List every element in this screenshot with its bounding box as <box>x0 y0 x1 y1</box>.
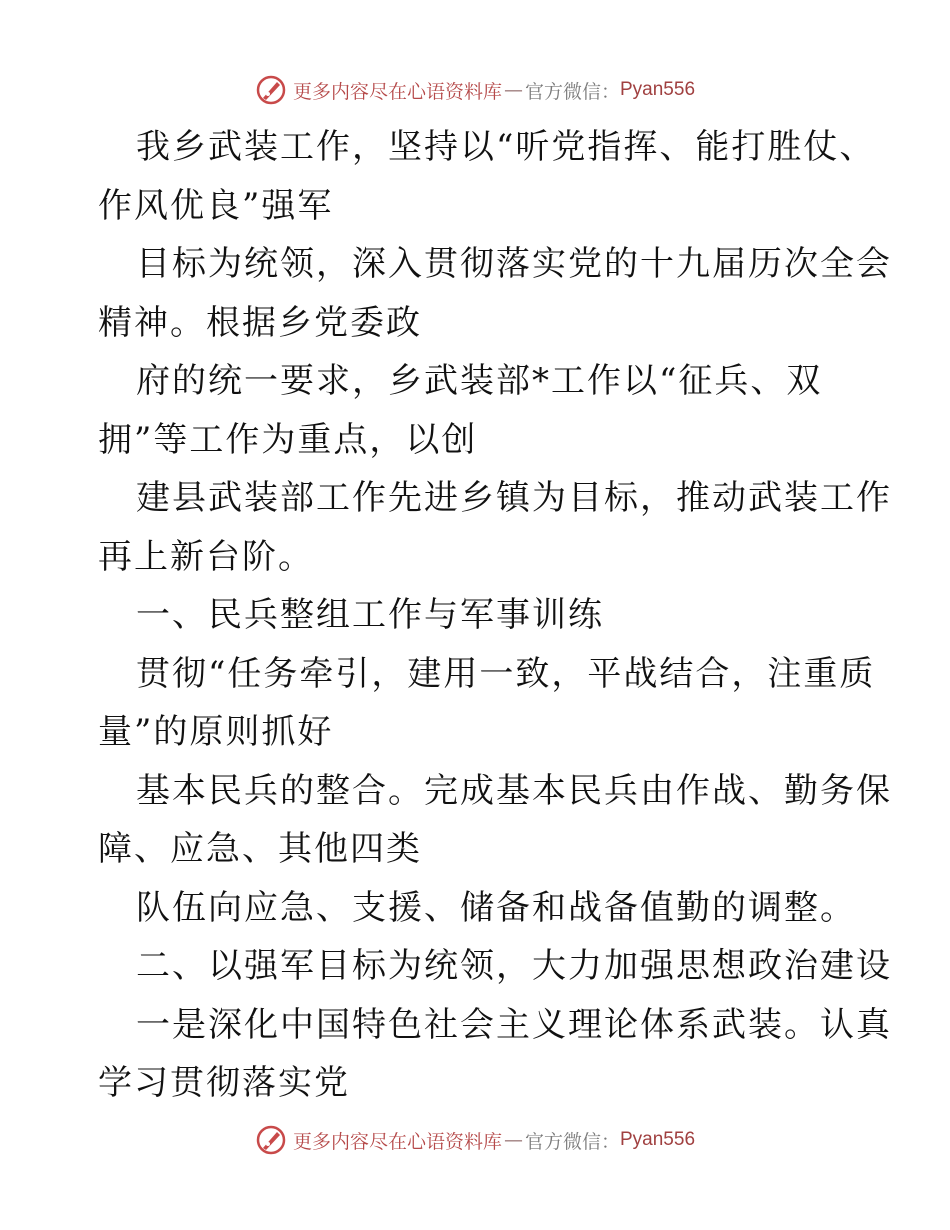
paragraph-line: 一是深化中国特色社会主义理论体系武装。认真 <box>136 1004 892 1045</box>
section-heading <box>98 586 858 645</box>
paragraph-line: 建县武装部工作先进乡镇为目标，推动武装工作 <box>136 478 892 518</box>
banner-wechat-handle: Pyan556 <box>620 1129 696 1150</box>
banner-wechat-handle: Pyan556 <box>620 79 696 100</box>
banner-brand-text: 更多内容尽在心语资料库 <box>292 1130 502 1153</box>
banner-suffix: 官方微信： <box>524 80 620 103</box>
footer-watermark-banner <box>0 1120 950 1160</box>
banner-separator: — <box>503 79 523 101</box>
paragraph <box>98 352 858 469</box>
paragraph <box>98 996 892 1113</box>
paragraph <box>98 469 892 586</box>
paragraph <box>98 645 876 762</box>
paragraph-line: 再上新台阶。 <box>98 536 314 577</box>
paragraph-line: 学习贯彻落实党 <box>98 1063 350 1103</box>
banner-suffix: 官方微信： <box>524 1130 620 1153</box>
paragraph <box>98 235 892 352</box>
pen-logo-icon <box>255 1124 287 1156</box>
paragraph-line: 我乡武装工作，坚持以“听党指挥、能打胜仗、 <box>136 127 876 167</box>
paragraph-line: 拥”等工作为重点，以创 <box>98 419 478 460</box>
pen-logo-icon <box>255 74 287 106</box>
paragraph <box>98 762 892 879</box>
paragraph-line: 二、以强军目标为统领，大力加强思想政治建设 <box>136 946 892 986</box>
paragraph-line: 量”的原则抓好 <box>98 712 334 752</box>
paragraph-line: 贯彻“任务牵引，建用一致，平战结合，注重质 <box>136 653 876 694</box>
paragraph-line: 队伍向应急、支援、储备和战备值勤的调整。 <box>136 887 856 928</box>
section-heading <box>98 937 892 996</box>
banner-brand-text: 更多内容尽在心语资料库 <box>292 80 502 103</box>
paragraph-line: 目标为统领，深入贯彻落实党的十九届历次全会 <box>136 244 892 284</box>
header-watermark-banner <box>0 70 950 110</box>
paragraph-line: 府的统一要求，乡武装部*工作以“征兵、双 <box>136 361 823 401</box>
paragraph-line: 基本民兵的整合。完成基本民兵由作战、勤务保 <box>136 770 892 811</box>
banner-separator: — <box>503 1129 523 1151</box>
paragraph-line: 精神。根据乡党委政 <box>98 302 422 343</box>
paragraph-line: 一、民兵整组工作与军事训练 <box>136 595 604 635</box>
paragraph-line: 作风优良”强军 <box>98 185 334 226</box>
document-body <box>98 118 892 1113</box>
paragraph <box>98 879 858 938</box>
paragraph-line: 障、应急、其他四类 <box>98 829 422 869</box>
paragraph <box>98 118 876 235</box>
